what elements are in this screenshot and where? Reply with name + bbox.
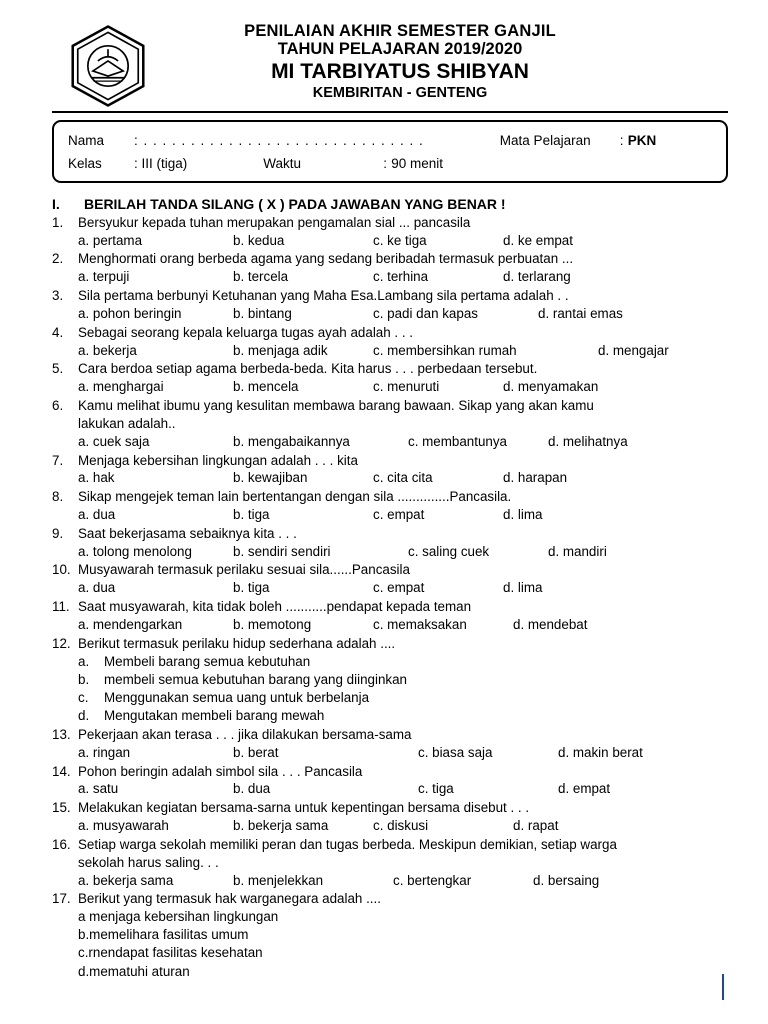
- question-text: Menghormati orang berbeda agama yang sedang beribadah termasuk perbuatan ...: [78, 251, 574, 267]
- header-line-2: TAHUN PELAJARAN 2019/2020: [277, 40, 523, 59]
- question-body: [78, 214, 728, 250]
- option-choice[interactable]: c. menuruti: [373, 379, 440, 395]
- option-text: Mengutakan membeli barang mewah: [104, 707, 325, 723]
- option-choice[interactable]: c. biasa saja: [418, 744, 493, 760]
- option-choice[interactable]: b. dua: [233, 781, 271, 797]
- option-choice[interactable]: a. mendengarkan: [78, 616, 183, 632]
- option-choice[interactable]: b. menjelekkan: [233, 872, 324, 888]
- option-row: [78, 543, 728, 561]
- option-choice[interactable]: c. ke tiga: [373, 232, 427, 248]
- option-choice[interactable]: d. mendebat: [513, 616, 588, 632]
- question-text: Melakukan kegiatan bersama-sarna untuk kepentingan bersama disebut . . .: [78, 800, 530, 816]
- option-row: [78, 342, 728, 360]
- header-line-1: PENILAIAN AKHIR SEMESTER GANJIL: [244, 22, 556, 40]
- question-body: [78, 598, 728, 634]
- question-text: Bersyukur kepada tuhan merupakan pengamalan sial ... pancasila: [78, 214, 471, 230]
- question-body: [78, 360, 728, 396]
- identity-row-kelas: [68, 156, 712, 171]
- question-text: Cara berdoa setiap agama berbeda-beda. Kita harus . . . perbedaan tersebut.: [78, 361, 538, 377]
- option-choice[interactable]: d. harapan: [503, 470, 568, 486]
- question-number: 4.: [52, 324, 64, 340]
- option-choice[interactable]: d. lima: [503, 580, 543, 596]
- option-choice[interactable]: d.mematuhi aturan: [78, 963, 190, 979]
- question-text: Sikap mengejek teman lain bertentangan dengan sila ..............Pancasila.: [78, 489, 512, 505]
- option-row: [78, 744, 728, 762]
- option-choice[interactable]: a. bekerja sama: [78, 872, 174, 888]
- option-row: [78, 305, 728, 323]
- option-choice[interactable]: d. terlarang: [503, 269, 571, 285]
- question-text-cont: sekolah harus saling. . .: [78, 854, 219, 870]
- kelas-label: Kelas: [68, 155, 102, 171]
- question-number: 3.: [52, 288, 64, 304]
- question-item: [52, 360, 728, 396]
- question-number: 9.: [52, 525, 64, 541]
- option-choice[interactable]: [78, 671, 728, 689]
- option-choice[interactable]: c. memaksakan: [373, 616, 467, 632]
- question-item: [52, 635, 728, 725]
- question-item: [52, 452, 728, 488]
- question-item: [52, 324, 728, 360]
- option-choice[interactable]: c. empat: [373, 580, 425, 596]
- text-cursor: [722, 974, 724, 1000]
- question-number: 17.: [52, 891, 71, 907]
- header-titles: [52, 22, 728, 102]
- school-crest-logo: [66, 24, 150, 108]
- mapel-value: PKN: [627, 132, 657, 148]
- question-body: [78, 635, 728, 725]
- question-item: [52, 836, 728, 889]
- option-choice[interactable]: d. ke empat: [503, 232, 573, 248]
- question-body: [78, 726, 728, 762]
- question-item: [52, 890, 728, 980]
- option-row: [78, 872, 728, 890]
- option-choice[interactable]: [78, 707, 728, 725]
- option-choice[interactable]: b. mengabaikannya: [233, 433, 350, 449]
- option-row: [78, 378, 728, 396]
- option-row: [78, 433, 728, 451]
- question-body: [78, 836, 728, 889]
- question-body: [78, 799, 728, 835]
- option-row: [78, 469, 728, 487]
- option-choice[interactable]: d. melihatnya: [548, 433, 628, 449]
- option-choice[interactable]: d. lima: [503, 507, 543, 522]
- option-choice[interactable]: c. bertengkar: [393, 872, 472, 888]
- question-item: [52, 397, 728, 450]
- question-text: Sila pertama berbunyi Ketuhanan yang Maha Esa.Lambang sila pertama adalah . .: [78, 288, 569, 304]
- option-text: Menggunakan semua uang untuk berbelanja: [104, 689, 370, 705]
- question-list: [52, 214, 728, 981]
- document-header: [52, 22, 728, 106]
- option-choice[interactable]: a. bekerja: [78, 342, 137, 358]
- option-row: [78, 579, 728, 597]
- question-item: [52, 250, 728, 286]
- option-choice[interactable]: a. ringan: [78, 744, 131, 760]
- option-letter: d.: [78, 707, 90, 723]
- option-choice[interactable]: d. empat: [558, 781, 611, 797]
- question-item: [52, 763, 728, 799]
- option-choice[interactable]: c. tiga: [418, 781, 454, 797]
- question-number: 6.: [52, 398, 64, 414]
- option-choice[interactable]: a. pohon beringin: [78, 305, 182, 321]
- section-title-text: BERILAH TANDA SILANG ( X ) PADA JAWABAN YANG BENAR !: [84, 195, 506, 212]
- identity-row-nama: [68, 133, 712, 148]
- question-item: [52, 598, 728, 634]
- option-choice[interactable]: c.rnendapat fasilitas kesehatan: [78, 945, 263, 961]
- option-choice[interactable]: d. menyamakan: [503, 379, 599, 395]
- option-choice[interactable]: b. tiga: [233, 507, 270, 522]
- option-choice[interactable]: a. pertama: [78, 232, 143, 248]
- option-choice[interactable]: a. menghargai: [78, 379, 164, 395]
- question-number: 2.: [52, 251, 64, 267]
- option-choice[interactable]: b. mencela: [233, 379, 299, 395]
- option-row: [78, 506, 728, 524]
- option-choice[interactable]: b. bekerja sama: [233, 818, 329, 834]
- option-stack: [78, 908, 728, 980]
- option-letter: c.: [78, 689, 89, 705]
- question-item: [52, 561, 728, 597]
- question-item: [52, 287, 728, 323]
- option-choice[interactable]: c. cita cita: [373, 470, 433, 486]
- option-choice[interactable]: a. hak: [78, 470, 115, 486]
- question-body: [78, 525, 728, 561]
- question-body: [78, 250, 728, 286]
- identity-box: [52, 120, 728, 183]
- question-text: Berikut termasuk perilaku hidup sederhana adalah ....: [78, 635, 396, 651]
- option-choice[interactable]: d. rantai emas: [538, 305, 623, 321]
- option-choice[interactable]: b.memelihara fasilitas umum: [78, 927, 249, 943]
- option-choice[interactable]: d. makin berat: [558, 744, 643, 760]
- option-choice[interactable]: a. musyawarah: [78, 818, 169, 834]
- option-choice[interactable]: b. berat: [233, 744, 279, 760]
- option-choice[interactable]: a. cuek saja: [78, 433, 150, 449]
- option-choice[interactable]: [78, 653, 728, 671]
- option-choice[interactable]: c. terhina: [373, 269, 429, 285]
- header-divider: [52, 111, 728, 113]
- question-number: 14.: [52, 763, 71, 779]
- question-number: 8.: [52, 489, 64, 505]
- question-text: Musyawarah termasuk perilaku sesuai sila......Pancasila: [78, 562, 410, 578]
- section-number: I.: [52, 195, 60, 212]
- option-letter: a.: [78, 653, 90, 669]
- option-choice[interactable]: c. empat: [373, 507, 425, 522]
- question-number: 7.: [52, 452, 64, 468]
- question-text: Menjaga kebersihan lingkungan adalah . . . kita: [78, 452, 358, 468]
- waktu-value: 90 menit: [391, 155, 444, 171]
- waktu-label: Waktu: [263, 155, 302, 171]
- option-row: [78, 232, 728, 250]
- option-choice[interactable]: d. mengajar: [598, 342, 669, 358]
- option-choice[interactable]: a. satu: [78, 781, 119, 797]
- question-text: Saat bekerjasama sebaiknya kita . . .: [78, 525, 297, 541]
- option-choice[interactable]: b. kedua: [233, 232, 285, 248]
- option-row: [78, 616, 728, 634]
- question-body: [78, 452, 728, 488]
- option-row: [78, 268, 728, 286]
- option-choice[interactable]: d. mandiri: [548, 543, 607, 559]
- option-text: Membeli barang semua kebutuhan: [104, 653, 311, 669]
- question-number: 10.: [52, 562, 71, 578]
- question-number: 13.: [52, 727, 71, 742]
- question-number: 1.: [52, 214, 64, 230]
- option-choice[interactable]: a. terpuji: [78, 269, 130, 285]
- option-choice[interactable]: b. kewajiban: [233, 470, 308, 486]
- option-choice[interactable]: b. menjaga adik: [233, 342, 328, 358]
- option-letter: b.: [78, 671, 90, 687]
- nama-label: Nama: [68, 132, 105, 148]
- option-choice[interactable]: b. tercela: [233, 269, 289, 285]
- question-text-cont: lakukan adalah..: [78, 415, 176, 431]
- question-body: [78, 324, 728, 360]
- school-name: MI TARBIYATUS SHIBYAN: [271, 59, 529, 83]
- question-item: [52, 525, 728, 561]
- option-choice[interactable]: b. sendiri sendiri: [233, 543, 331, 559]
- question-number: 11.: [52, 599, 70, 615]
- question-text: Setiap warga sekolah memiliki peran dan tugas berbeda. Meskipun demikian, setiap warga: [78, 836, 617, 852]
- option-choice[interactable]: c. diskusi: [373, 818, 429, 834]
- question-body: [78, 890, 728, 980]
- option-choice[interactable]: b. tiga: [233, 580, 270, 596]
- option-choice[interactable]: d. bersaing: [533, 872, 600, 888]
- nama-field[interactable]: : . . . . . . . . . . . . . . . . . . . . . . . . . . . . . .: [134, 132, 424, 148]
- option-choice[interactable]: c. membantunya: [408, 433, 507, 449]
- option-choice[interactable]: b. memotong: [233, 616, 312, 632]
- question-body: [78, 397, 728, 450]
- option-row: [78, 817, 728, 835]
- question-number: 16.: [52, 836, 71, 852]
- question-number: 12.: [52, 635, 71, 651]
- option-choice[interactable]: [78, 689, 728, 707]
- question-text: Sebagai seorang kepala keluarga tugas ayah adalah . . .: [78, 324, 414, 340]
- option-choice[interactable]: a. dua: [78, 580, 116, 596]
- question-item: [52, 799, 728, 835]
- question-body: [78, 287, 728, 323]
- option-stack: [78, 653, 728, 725]
- question-body: [78, 763, 728, 799]
- waktu-colon: :: [383, 155, 388, 171]
- question-item: [52, 488, 728, 524]
- question-text: Pohon beringin adalah simbol sila . . . Pancasila: [78, 763, 363, 779]
- question-text: Kamu melihat ibumu yang kesulitan membawa barang bawaan. Sikap yang akan kamu: [78, 398, 594, 414]
- option-choice[interactable]: c. padi dan kapas: [373, 305, 478, 321]
- question-item: [52, 726, 728, 762]
- option-text: membeli semua kebutuhan barang yang diinginkan: [104, 671, 407, 687]
- question-body: [78, 488, 728, 524]
- option-choice[interactable]: a. tolong menolong: [78, 543, 192, 559]
- section-heading: [52, 196, 728, 212]
- mapel-label: Mata Pelajaran: [499, 132, 591, 148]
- option-choice[interactable]: a. dua: [78, 507, 116, 522]
- option-row: [78, 780, 728, 798]
- question-item: [52, 214, 728, 250]
- option-choice[interactable]: c. membersihkan rumah: [373, 342, 517, 358]
- question-number: 5.: [52, 361, 64, 377]
- question-text: Saat musyawarah, kita tidak boleh ...........pendapat kepada teman: [78, 599, 472, 615]
- mapel-colon: :: [619, 132, 624, 148]
- question-text: Pekerjaan akan terasa . . . jika dilakukan bersama-sama: [78, 727, 412, 742]
- option-choice[interactable]: a menjaga kebersihan lingkungan: [78, 909, 279, 925]
- school-address: KEMBIRITAN - GENTENG: [312, 85, 488, 102]
- option-choice[interactable]: d. rapat: [513, 818, 559, 834]
- option-choice[interactable]: c. saling cuek: [408, 543, 490, 559]
- option-choice[interactable]: b. bintang: [233, 305, 292, 321]
- question-number: 15.: [52, 800, 71, 816]
- kelas-value[interactable]: : III (tiga): [134, 155, 188, 171]
- question-body: [78, 561, 728, 597]
- question-text: Berikut yang termasuk hak warganegara adalah ....: [78, 891, 381, 907]
